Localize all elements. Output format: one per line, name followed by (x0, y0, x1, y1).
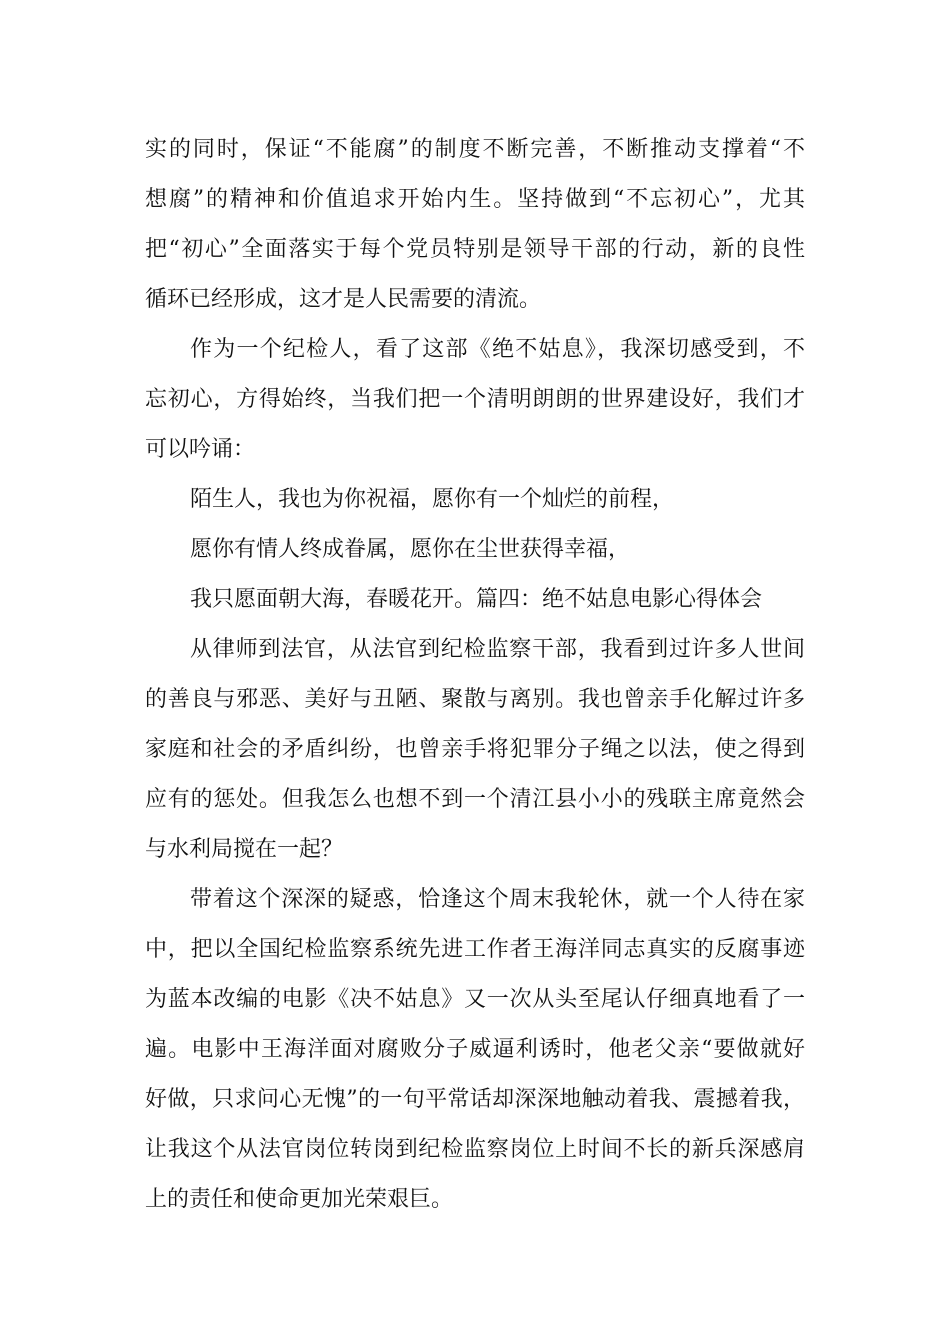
text-line: 可以吟诵： (145, 437, 256, 462)
poem-line: 我只愿面朝大海，春暖花开。篇四：绝不姑息电影心得体会 (190, 587, 763, 612)
text-line: 为蓝本改编的电影《决不姑息》又一次从头至尾认仔细真地看了一 (145, 987, 805, 1012)
text-line: 忘初心，方得始终，当我们把一个清明朗朗的世界建设好，我们才 (145, 387, 805, 412)
text-line: 中，把以全国纪检监察系统先进工作者王海洋同志真实的反腐事迹 (145, 937, 805, 962)
text-line: 从律师到法官，从法官到纪检监察干部，我看到过许多人世间 (190, 637, 805, 662)
text-line: 循环已经形成，这才是人民需要的清流。 (145, 287, 542, 312)
text-line: 想腐”的精神和价值追求开始内生。坚持做到“不忘初心”，尤其 (145, 187, 805, 212)
text-line: 实的同时，保证“不能腐”的制度不断完善，不断推动支撑着“不 (145, 137, 805, 162)
text-line: 带着这个深深的疑惑，恰逢这个周末我轮休，就一个人待在家 (190, 887, 805, 912)
text-line: 的善良与邪恶、美好与丑陋、聚散与离别。我也曾亲手化解过许多 (145, 687, 805, 712)
text-line: 家庭和社会的矛盾纠纷，也曾亲手将犯罪分子绳之以法，使之得到 (145, 737, 805, 762)
poem-line: 陌生人，我也为你祝福，愿你有一个灿烂的前程， (190, 487, 675, 512)
poem-line: 愿你有情人终成眷属，愿你在尘世获得幸福， (190, 537, 631, 562)
text-line: 把“初心”全面落实于每个党员特别是领导干部的行动，新的良性 (145, 237, 805, 262)
text-line: 上的责任和使命更加光荣艰巨。 (145, 1187, 454, 1212)
text-line: 遍。电影中王海洋面对腐败分子威逼利诱时，他老父亲“要做就好 (145, 1037, 805, 1062)
text-line: 好做，只求问心无愧”的一句平常话却深深地触动着我、震撼着我， (145, 1087, 805, 1112)
text-line: 与水利局搅在一起？ (145, 837, 344, 862)
text-line: 应有的惩处。但我怎么也想不到一个清江县小小的残联主席竟然会 (145, 787, 805, 812)
text-line: 让我这个从法官岗位转岗到纪检监察岗位上时间不长的新兵深感肩 (145, 1137, 805, 1162)
text-line: 作为一个纪检人，看了这部《绝不姑息》，我深切感受到，不 (190, 337, 805, 362)
